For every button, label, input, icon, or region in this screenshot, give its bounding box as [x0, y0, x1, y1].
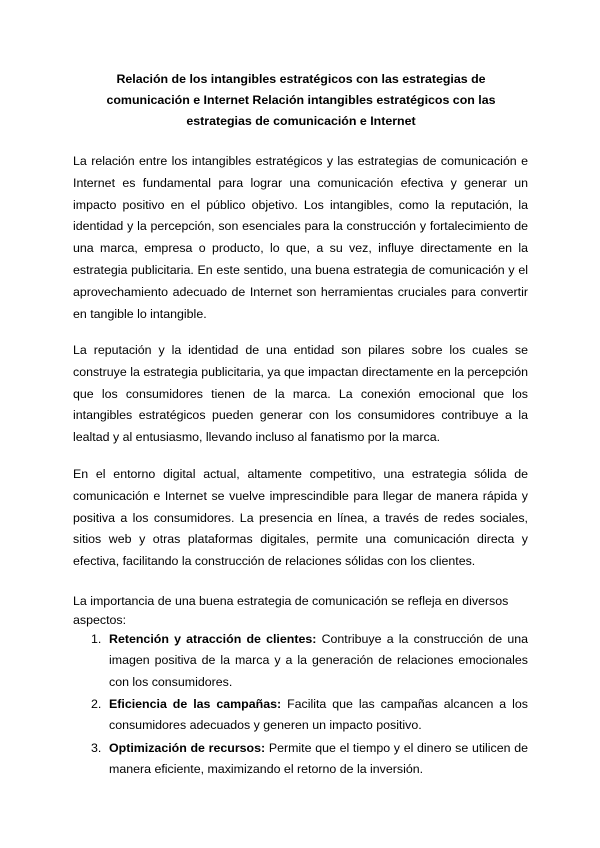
importance-list [73, 629, 528, 781]
list-item [73, 694, 528, 737]
document-title: Relación de los intangibles estratégicos con las estrategias de comunicación e Internet Relación intangibles estratégicos con las estrategias de comunicación e Internet [106, 72, 496, 128]
paragraph-3: En el entorno digital actual, altamente competitivo, una estrategia sólida de comunicación e Internet se vuelve imprescindible para llegar de manera rápida y positiva a los consumidores. La presencia en línea, a través de redes sociales, sitios web y otras plataformas digitales, permite una comunicación directa y efectiva, facilitando la construcción de relaciones sólidas con los clientes. [73, 467, 528, 569]
list-item-heading: Eficiencia de las campañas: [109, 697, 282, 712]
list-number: 2. [91, 697, 102, 712]
list-item-text: Contribuye a la construcción de una imagen positiva de la marca y a la generación de relaciones emocionales con los consumidores. [109, 632, 528, 689]
list-item-heading: Retención y atracción de clientes: [109, 632, 317, 646]
paragraph-2: La reputación y la identidad de una entidad son pilares sobre los cuales se construye la estrategia publicitaria, ya que impactan directamente en la percepción que los consumidores tienen de la marca. La conexión emocional que los intangibles estratégicos pueden generar con los consumidores contribuye a la lealtad y al entusiasmo, llevando incluso al fanatismo por la marca. [73, 343, 528, 445]
list-number: 1. [91, 632, 102, 646]
list-item-text: Permite que el tiempo y el dinero se utilicen de manera eficiente, maximizando el retorno de la inversión. [109, 740, 529, 777]
list-item [73, 738, 528, 781]
list-item-heading: Optimización de recursos: [109, 740, 266, 755]
list-number: 3. [91, 740, 102, 755]
list-intro: La importancia de una buena estrategia de comunicación se refleja en diversos aspectos: [73, 594, 509, 627]
list-item-text: Facilita que las campañas alcancen a los consumidores adecuados y generen un impacto positivo. [109, 697, 528, 733]
list-item [73, 629, 528, 693]
paragraph-1: La relación entre los intangibles estratégicos y las estrategias de comunicación e Internet es fundamental para lograr una comunicación efectiva y generar un impacto positivo en el público objetivo. Los intangibles, como la reputación, la identidad y la percepción, son esenciales para la construcción y fortalecimiento de una marca, empresa o producto, lo que, a su vez, influye directamente en la estrategia publicitaria. En este sentido, una buena estrategia de comunicación y el aprovechamiento adecuado de Internet son herramientas cruciales para convertir en tangible lo intangible. [73, 154, 528, 321]
